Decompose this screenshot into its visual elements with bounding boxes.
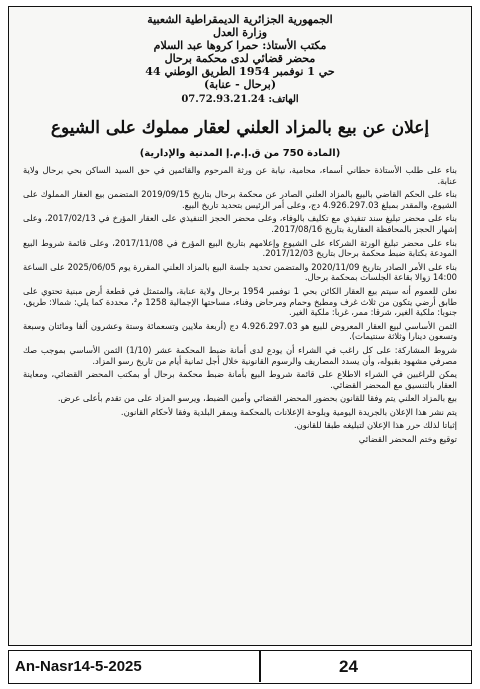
body-paragraph: الثمن الأساسي لبيع العقار المعروض للبيع هو 4.926.297.03 دج (أربعة ملايين وتسعمائة وستة وعشرون ألفا ومائتان وسبعة وتسعون دينارا وثلاثة سنتيمات). xyxy=(23,320,458,342)
body-paragraph: نعلن للعموم أنه سيتم بيع العقار الكائن بحي 1 نوفمبر 1954 برحال ولاية عنابة، والمتمثل في قطعة أرض مبنية تحتوي على طابق أرضي يتكون من ثلاث غرف ومطبخ وحمام ومرحاض وفناء، مساحتها الإجمالية 1258 م²، محددة كما يلي: شمالا: طريق، جنوبا: ملكية الغير، شرقا: ممر، غربا: ملكية الغير. xyxy=(23,285,457,318)
body-paragraph: إثباتا لذلك حرر هذا الإعلان لتبليغه طبقا للقانون. xyxy=(293,420,457,431)
header-line-republic: الجمهورية الجزائرية الديمقراطية الشعبية xyxy=(147,13,333,26)
body-paragraph: يمكن للراغبين في الشراء الاطلاع على قائمة شروط البيع بأمانة ضبط محكمة برحال أو بمكتب المحضر القضائي، ومعاينة العقار بالتنسيق مع المحضر القضائي. xyxy=(23,369,457,390)
body-paragraph: شروط المشاركة: على كل راغب في الشراء أن يودع لدى أمانة ضبط المحكمة عشر (1/10) الثمن الأساسي بموجب صك مصرفي مشهود بقبوله، وأن يسدد المصاريف والرسوم القانونية خلال أجل ثمانية أيام من تاريخ رسو المزاد. xyxy=(23,344,458,366)
notice-body xyxy=(9,165,471,585)
header-phone: الهاتف: 07.72.93.21.24 xyxy=(181,94,299,105)
notice-frame xyxy=(8,6,472,646)
body-paragraph: بناء على الحكم القاضي بالبيع بالمزاد العلني الصادر عن محكمة برحال بتاريخ 2019/09/15 المتضمن بيع العقار المملوك على الشيوع، والمقدر بمبلغ 4.926.297.03 دج، وعلى أمر الرئيس بتحديد تاريخ البيع. xyxy=(23,189,457,210)
signature-line: توقيع وختم المحضر القضائي xyxy=(358,434,457,445)
page-footer xyxy=(8,650,472,684)
notice-header xyxy=(9,7,471,106)
header-line-bailiff: محضر قضائي لدى محكمة برحال xyxy=(164,52,316,65)
body-paragraph: بيع بالمزاد العلني يتم وفقا للقانون بحضور المحضر القضائي وأمين الضبط، ويرسو المزاد على من تقدم بأعلى عرض. xyxy=(57,393,457,404)
header-line-office: مكتب الأستاذ: حمرا كروها عبد السلام xyxy=(153,39,327,52)
header-line-ministry: وزارة العدل xyxy=(212,26,268,39)
newspaper-date: An-Nasr14-5-2025 xyxy=(15,658,142,675)
notice-subtitle: (المادة 750 من ق.إ.م.إ المدنية والإدارية) xyxy=(139,148,341,159)
body-paragraph: بناء على محضر تبليغ الورثة الشركاء على الشيوع وإعلامهم بتاريخ البيع المؤرخ في 2017/11/08، وعلى قائمة شروط البيع المودعة بكتابة ضبط محكمة برحال بتاريخ 2017/12/03. xyxy=(23,237,457,259)
page-number: 24 xyxy=(339,657,358,676)
header-line-city: (برحال - عنابة) xyxy=(203,78,277,91)
body-paragraph: بناء على طلب الأستاذة حطاني أسماء، محامية، نيابة عن ورثة المرحوم والقائمين في حق السيد الساكن بحي برحال ولاية عنابة. xyxy=(23,165,457,186)
notice-title: إعلان عن بيع بالمزاد العلني لعقار مملوك على الشيوع xyxy=(50,118,430,138)
header-line-address: حي 1 نوفمبر 1954 الطريق الوطني 44 xyxy=(145,65,335,78)
body-paragraph: بناء على الأمر الصادر بتاريخ 2020/11/09 والمتضمن تحديد جلسة البيع بالمزاد العلني المقررة يوم 2025/06/05 على الساعة 14:00 زوالا بقاعة الجلسات بمحكمة برحال. xyxy=(23,261,457,283)
footer-divider xyxy=(259,651,261,682)
body-paragraph: يتم نشر هذا الإعلان بالجريدة اليومية وبلوحة الإعلانات بالمحكمة وبمقر البلدية وفقا لأحكام القانون. xyxy=(120,406,457,417)
body-paragraph: بناء على محضر تبليغ سند تنفيذي مع تكليف بالوفاء، وعلى محضر الحجز التنفيذي على العقار المؤرخ في 2017/02/13، وعلى إشهار الحجز بالمحافظة العقارية بتاريخ 2017/08/16. xyxy=(23,213,457,234)
